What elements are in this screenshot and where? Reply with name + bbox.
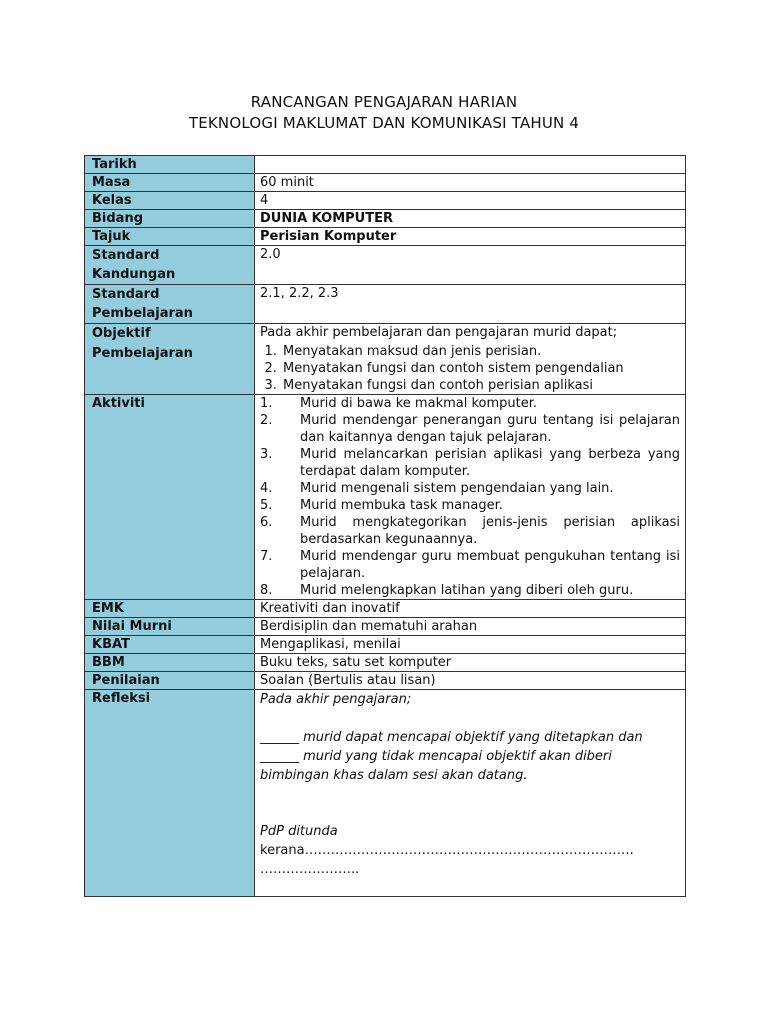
label-bbm: BBM bbox=[85, 654, 255, 672]
label-tajuk: Tajuk bbox=[85, 228, 255, 246]
list-item: 1. Menyatakan maksud dan jenis perisian. bbox=[281, 343, 680, 360]
refleksi-line: ______ murid dapat mencapai objektif yang ditetapkan dan bbox=[260, 730, 643, 745]
item-text: Murid melengkapkan latihan yang diberi oleh guru. bbox=[300, 583, 634, 598]
value-aktiviti bbox=[255, 395, 686, 600]
objektif-list bbox=[260, 343, 680, 394]
label-tarikh: Tarikh bbox=[85, 156, 255, 174]
value-emk: Kreativiti dan inovatif bbox=[255, 600, 686, 618]
document-title: RANCANGAN PENGAJARAN HARIAN bbox=[250, 93, 518, 111]
item-text: Murid mendengar penerangan guru tentang isi pelajaran dan kaitannya dengan tajuk pelajaran. bbox=[300, 413, 680, 445]
label-part: Pembelajaran bbox=[92, 306, 193, 321]
row-tarikh bbox=[85, 156, 686, 174]
row-bidang bbox=[85, 210, 686, 228]
label-part: Standard bbox=[92, 248, 160, 263]
item-text: Murid di bawa ke makmal komputer. bbox=[300, 396, 538, 411]
row-emk bbox=[85, 600, 686, 618]
list-item: 3. Menyatakan fungsi dan contoh perisian aplikasi bbox=[281, 377, 680, 394]
label-objektif bbox=[85, 324, 255, 395]
label-part: Kandungan bbox=[92, 267, 176, 282]
value-tarikh bbox=[255, 156, 686, 174]
row-standard-pembelajaran bbox=[85, 285, 686, 324]
value-bbm: Buku teks, satu set komputer bbox=[255, 654, 686, 672]
value-bidang: DUNIA KOMPUTER bbox=[255, 210, 686, 228]
label-standard-pembelajaran bbox=[85, 285, 255, 324]
value-tajuk: Perisian Komputer bbox=[255, 228, 686, 246]
label-refleksi: Refleksi bbox=[85, 690, 255, 897]
refleksi-line: Pada akhir pengajaran; bbox=[260, 692, 412, 707]
label-aktiviti: Aktiviti bbox=[85, 395, 255, 600]
row-penilaian bbox=[85, 672, 686, 690]
row-objektif bbox=[85, 324, 686, 395]
row-nilai-murni bbox=[85, 618, 686, 636]
row-kbat bbox=[85, 636, 686, 654]
item-number: 3. bbox=[260, 447, 273, 462]
value-refleksi bbox=[255, 690, 686, 897]
row-tajuk bbox=[85, 228, 686, 246]
item-number: 6. bbox=[260, 515, 273, 530]
item-text: Murid mengkategorikan jenis-jenis perisian aplikasi berdasarkan kegunaannya. bbox=[300, 515, 680, 547]
label-part: Objektif bbox=[92, 326, 151, 341]
label-nilai-murni: Nilai Murni bbox=[85, 618, 255, 636]
label-kbat: KBAT bbox=[85, 636, 255, 654]
list-item bbox=[260, 446, 680, 480]
value-penilaian: Soalan (Bertulis atau lisan) bbox=[255, 672, 686, 690]
refleksi-line: kerana…………………………………………………………………. bbox=[260, 843, 634, 858]
value-nilai-murni: Berdisiplin dan mematuhi arahan bbox=[255, 618, 686, 636]
label-kelas: Kelas bbox=[85, 192, 255, 210]
item-text: Murid mengenali sistem pengendaian yang lain. bbox=[300, 481, 614, 496]
row-aktiviti bbox=[85, 395, 686, 600]
refleksi-line: ………………….. bbox=[260, 862, 360, 877]
list-item bbox=[260, 548, 680, 582]
item-text: Murid mendengar guru membuat pengukuhan tentang isi pelajaran. bbox=[300, 549, 680, 581]
list-item bbox=[260, 582, 680, 599]
label-bidang: Bidang bbox=[85, 210, 255, 228]
label-penilaian: Penilaian bbox=[85, 672, 255, 690]
refleksi-line: bimbingan khas dalam sesi akan datang. bbox=[260, 768, 528, 783]
label-standard-kandungan bbox=[85, 246, 255, 285]
objektif-intro: Pada akhir pembelajaran dan pengajaran murid dapat; bbox=[260, 325, 618, 340]
row-bbm bbox=[85, 654, 686, 672]
list-item bbox=[260, 480, 680, 497]
item-text: Murid membuka task manager. bbox=[300, 498, 503, 513]
list-item bbox=[260, 412, 680, 446]
list-item bbox=[260, 395, 680, 412]
item-number: 7. bbox=[260, 549, 273, 564]
value-kbat: Mengaplikasi, menilai bbox=[255, 636, 686, 654]
label-emk: EMK bbox=[85, 600, 255, 618]
value-kelas: 4 bbox=[255, 192, 686, 210]
item-number: 1. bbox=[260, 396, 273, 411]
item-number: 5. bbox=[260, 498, 273, 513]
row-standard-kandungan bbox=[85, 246, 686, 285]
label-part: Standard bbox=[92, 287, 160, 302]
refleksi-line: PdP ditunda bbox=[260, 824, 338, 839]
value-objektif bbox=[255, 324, 686, 395]
row-masa bbox=[85, 174, 686, 192]
lesson-plan-table bbox=[84, 155, 686, 897]
item-number: 8. bbox=[260, 583, 273, 598]
row-refleksi bbox=[85, 690, 686, 897]
refleksi-line: ______ murid yang tidak mencapai objektif akan diberi bbox=[260, 749, 612, 764]
item-number: 2. bbox=[260, 413, 273, 428]
item-number: 4. bbox=[260, 481, 273, 496]
list-item bbox=[260, 514, 680, 548]
list-item: 2. Menyatakan fungsi dan contoh sistem pengendalian bbox=[281, 360, 680, 377]
list-item bbox=[260, 497, 680, 514]
document-subtitle: TEKNOLOGI MAKLUMAT DAN KOMUNIKASI TAHUN 4 bbox=[188, 114, 580, 132]
label-masa: Masa bbox=[85, 174, 255, 192]
value-standard-kandungan: 2.0 bbox=[255, 246, 686, 285]
item-text: Murid melancarkan perisian aplikasi yang berbeza yang terdapat dalam komputer. bbox=[300, 447, 680, 479]
value-standard-pembelajaran: 2.1, 2.2, 2.3 bbox=[255, 285, 686, 324]
row-kelas bbox=[85, 192, 686, 210]
label-part: Pembelajaran bbox=[92, 346, 193, 361]
value-masa: 60 minit bbox=[255, 174, 686, 192]
